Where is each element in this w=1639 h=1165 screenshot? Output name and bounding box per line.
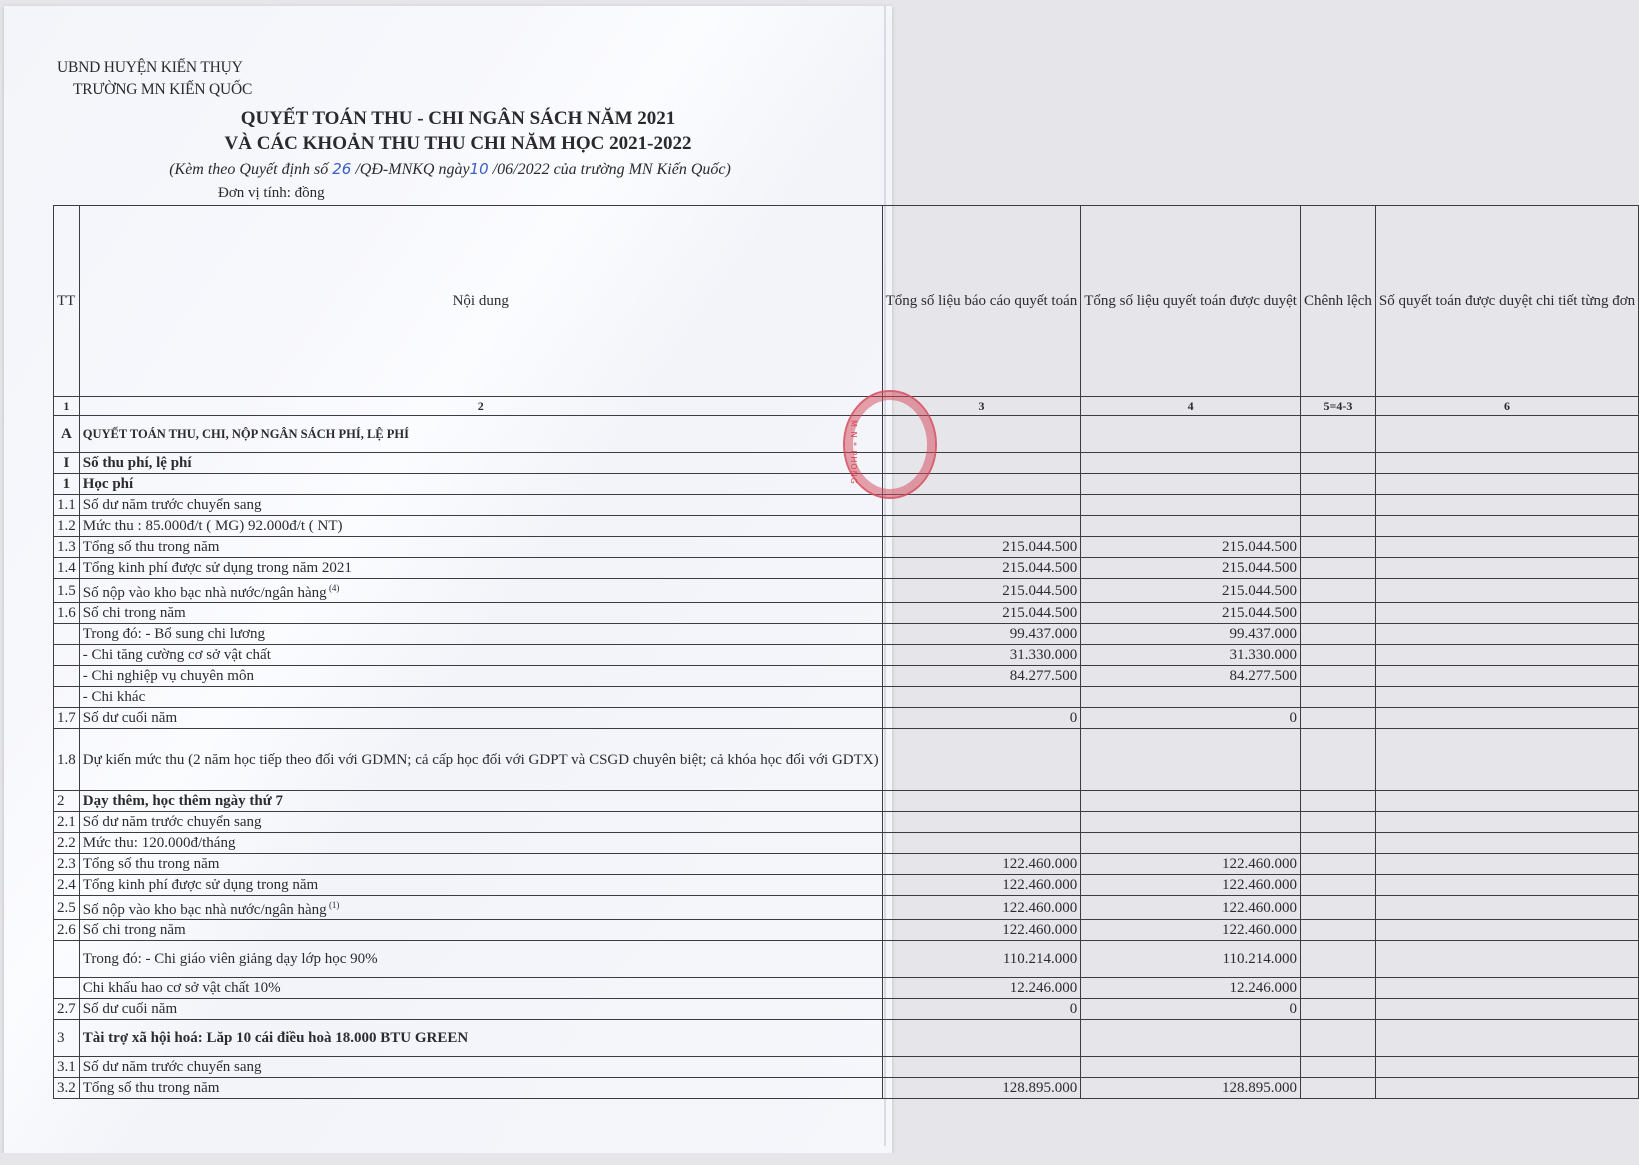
reported-value [882,729,1081,791]
approved-value [1081,687,1301,708]
table-row [54,812,1639,833]
difference-value [1300,791,1375,812]
row-content: Số dư cuối năm [79,999,882,1020]
row-content: - Chi khác [79,687,882,708]
row-number: 2.4 [54,875,80,896]
row-number [54,687,80,708]
approved-value [1081,1057,1301,1078]
detail-value [1375,645,1638,666]
table-row [54,1020,1639,1057]
table-row [54,999,1639,1020]
detail-value [1375,516,1638,537]
reported-value: 215.044.500 [882,537,1081,558]
difference-value [1300,495,1375,516]
difference-value [1300,558,1375,579]
detail-value [1375,1057,1638,1078]
table-row [54,896,1639,920]
table-row [54,978,1639,999]
row-number: 1.1 [54,495,80,516]
subtitle-mid: /QĐ-MNKQ ngày [351,161,470,178]
table-row [54,603,1639,624]
row-content: Số nộp vào kho bạc nhà nước/ngân hàng $^{(4)}$ [79,579,882,603]
row-number: 1.3 [54,537,80,558]
row-number: 1.6 [54,603,80,624]
reported-value: 31.330.000 [882,645,1081,666]
table-header-row [54,206,1639,397]
row-number: 3.1 [54,1057,80,1078]
reported-value: 12.246.000 [882,978,1081,999]
decision-number-handwritten: 26 [332,160,352,178]
header-difference: Chênh lệch [1300,206,1375,397]
detail-value [1375,579,1638,603]
row-number: 2.6 [54,920,80,941]
row-number [54,666,80,687]
difference-value [1300,624,1375,645]
detail-value [1375,1078,1638,1099]
difference-value [1300,1078,1375,1099]
footnote-marker: (4) [326,583,340,593]
reported-value: 0 [882,999,1081,1020]
row-content: Tổng số thu trong năm [79,1078,882,1099]
detail-value [1375,537,1638,558]
difference-value [1300,729,1375,791]
row-content: Dự kiến mức thu (2 năm học tiếp theo đối với GDMN; cả cấp học đối với GDPT và CSGD chuyên biệt; cả khóa học đối với GDTX) [79,729,882,791]
row-content: Tổng số thu trong năm [79,537,882,558]
org-line-district: UBND HUYỆN KIẾN THỤY [57,59,243,76]
difference-value [1300,896,1375,920]
difference-value [1300,833,1375,854]
document-title-line2: VÀ CÁC KHOẢN THU THU CHI NĂM HỌC 2021-2022 [224,133,692,154]
reported-value [882,516,1081,537]
row-number: 1 [54,474,80,495]
table-row [54,516,1639,537]
detail-value [1375,812,1638,833]
reported-value: 215.044.500 [882,579,1081,603]
approved-value: 122.460.000 [1081,854,1301,875]
row-content: Số dư năm trước chuyển sang [79,495,882,516]
difference-value [1300,1057,1375,1078]
table-row [54,791,1639,812]
detail-value [1375,999,1638,1020]
difference-value [1300,854,1375,875]
detail-value [1375,791,1638,812]
subtitle-suffix: /06/2022 của trường MN Kiến Quốc) [488,161,731,178]
table-row [54,537,1639,558]
detail-value [1375,920,1638,941]
column-number: 4 [1081,397,1301,416]
row-number: 2.5 [54,896,80,920]
table-row [54,474,1639,495]
org-line-school: TRƯỜNG MN KIẾN QUỐC [73,81,253,98]
detail-value [1375,1020,1638,1057]
reported-value [882,687,1081,708]
reported-value: 110.214.000 [882,941,1081,978]
row-content: Học phí [79,474,882,495]
approved-value: 215.044.500 [1081,537,1301,558]
difference-value [1300,875,1375,896]
row-number: 2.7 [54,999,80,1020]
approved-value: 215.044.500 [1081,579,1301,603]
detail-value [1375,603,1638,624]
row-number: 2 [54,791,80,812]
table-row [54,624,1639,645]
column-number: 3 [882,397,1081,416]
row-content: Dạy thêm, học thêm ngày thứ 7 [79,791,882,812]
table-row [54,558,1639,579]
difference-value [1300,978,1375,999]
row-number: 1.4 [54,558,80,579]
approved-value: 215.044.500 [1081,603,1301,624]
detail-value [1375,558,1638,579]
row-content: - Chi tăng cường cơ sở vật chất [79,645,882,666]
difference-value [1300,603,1375,624]
row-content: Số thu phí, lệ phí [79,453,882,474]
table-row [54,708,1639,729]
reported-value: 128.895.000 [882,1078,1081,1099]
detail-value [1375,854,1638,875]
difference-value [1300,920,1375,941]
reported-value: 99.437.000 [882,624,1081,645]
detail-value [1375,474,1638,495]
reported-value [882,791,1081,812]
row-content: Số chi trong năm [79,603,882,624]
detail-value [1375,833,1638,854]
detail-value [1375,624,1638,645]
table-row [54,875,1639,896]
detail-value [1375,896,1638,920]
detail-value [1375,941,1638,978]
row-number: 3.2 [54,1078,80,1099]
difference-value [1300,999,1375,1020]
header-reported: Tổng số liệu báo cáo quyết toán [882,206,1081,397]
table-row [54,854,1639,875]
reported-value: 122.460.000 [882,854,1081,875]
header-detail: Số quyết toán được duyệt chi tiết từng đơn [1375,206,1638,397]
difference-value [1300,516,1375,537]
currency-unit-label: Đơn vị tính: đồng [218,185,325,201]
approved-value: 122.460.000 [1081,875,1301,896]
row-content: Tổng số thu trong năm [79,854,882,875]
subtitle-prefix: (Kèm theo Quyết định số [169,161,333,178]
budget-settlement-table [53,205,1639,1099]
row-content: Trong đó: - Bổ sung chi lương [79,624,882,645]
table-row [54,920,1639,941]
column-number: 1 [54,397,80,416]
row-number [54,941,80,978]
column-number-row [54,397,1639,416]
approved-value [1081,812,1301,833]
row-content: Số dư năm trước chuyển sang [79,812,882,833]
document-subtitle [0,160,900,179]
approved-value: 12.246.000 [1081,978,1301,999]
header-content: Nội dung [79,206,882,397]
row-number: 3 [54,1020,80,1057]
table-row [54,687,1639,708]
row-number: 2.2 [54,833,80,854]
approved-value [1081,791,1301,812]
approved-value [1081,833,1301,854]
row-content: Tổng kinh phí được sử dụng trong năm 2021 [79,558,882,579]
row-content: Tổng kinh phí được sử dụng trong năm [79,875,882,896]
reported-value: 215.044.500 [882,558,1081,579]
difference-value [1300,708,1375,729]
row-content: Chi khấu hao cơ sở vật chất 10% [79,978,882,999]
reported-value: 0 [882,708,1081,729]
detail-value [1375,666,1638,687]
table-row [54,1057,1639,1078]
document-title-line1: QUYẾT TOÁN THU - CHI NGÂN SÁCH NĂM 2021 [240,108,676,129]
approved-value: 128.895.000 [1081,1078,1301,1099]
detail-value [1375,729,1638,791]
detail-value [1375,687,1638,708]
approved-value: 84.277.500 [1081,666,1301,687]
table-row [54,645,1639,666]
table-row [54,666,1639,687]
approved-value [1081,453,1301,474]
row-number [54,645,80,666]
difference-value [1300,812,1375,833]
table-row [54,1078,1639,1099]
detail-value [1375,416,1638,453]
reported-value [882,1020,1081,1057]
detail-value [1375,978,1638,999]
row-content: Mức thu: 120.000đ/tháng [79,833,882,854]
approved-value [1081,495,1301,516]
approved-value [1081,729,1301,791]
reported-value: 122.460.000 [882,875,1081,896]
difference-value [1300,474,1375,495]
row-content: - Chi nghiệp vụ chuyên môn [79,666,882,687]
row-number: 1.2 [54,516,80,537]
column-number: 6 [1375,397,1638,416]
stamp-text: M.N * PHONG [849,420,858,485]
difference-value [1300,453,1375,474]
row-number: 1.5 [54,579,80,603]
row-number: 2.1 [54,812,80,833]
difference-value [1300,941,1375,978]
viewer-bottom-frame [0,1153,900,1165]
difference-value [1300,666,1375,687]
table-row [54,941,1639,978]
row-content: QUYẾT TOÁN THU, CHI, NỘP NGÂN SÁCH PHÍ, LỆ PHÍ [79,416,882,453]
column-number: 2 [79,397,882,416]
row-content: Mức thu : 85.000đ/t ( MG) 92.000đ/t ( NT) [79,516,882,537]
row-content: Trong đó: - Chi giáo viên giảng dạy lớp học 90% [79,941,882,978]
reported-value [882,812,1081,833]
difference-value [1300,1020,1375,1057]
row-content: Số nộp vào kho bạc nhà nước/ngân hàng $^{(1)}$ [79,896,882,920]
difference-value [1300,645,1375,666]
header-tt: TT [54,206,80,397]
detail-value [1375,875,1638,896]
table-row [54,495,1639,516]
difference-value [1300,416,1375,453]
approved-value [1081,1020,1301,1057]
reported-value: 122.460.000 [882,896,1081,920]
difference-value [1300,687,1375,708]
difference-value [1300,579,1375,603]
row-number: A [54,416,80,453]
row-content: Số dư năm trước chuyển sang [79,1057,882,1078]
header-approved: Tổng số liệu quyết toán được duyệt [1081,206,1301,397]
row-content: Tài trợ xã hội hoá: Lăp 10 cái điều hoà 18.000 BTU GREEN [79,1020,882,1057]
approved-value: 0 [1081,999,1301,1020]
detail-value [1375,708,1638,729]
approved-value: 99.437.000 [1081,624,1301,645]
approved-value [1081,474,1301,495]
reported-value [882,1057,1081,1078]
detail-value [1375,453,1638,474]
approved-value: 31.330.000 [1081,645,1301,666]
row-number [54,624,80,645]
approved-value [1081,416,1301,453]
row-number [54,978,80,999]
table-row [54,729,1639,791]
approved-value: 215.044.500 [1081,558,1301,579]
reported-value: 215.044.500 [882,603,1081,624]
reported-value [882,833,1081,854]
row-number: 1.8 [54,729,80,791]
approved-value: 0 [1081,708,1301,729]
footnote-marker: (1) [326,900,340,910]
row-number: 1.7 [54,708,80,729]
reported-value: 122.460.000 [882,920,1081,941]
approved-value [1081,516,1301,537]
decision-day-handwritten: 10 [469,160,489,178]
approved-value: 110.214.000 [1081,941,1301,978]
table-row [54,579,1639,603]
row-content: Số dư cuối năm [79,708,882,729]
row-number: 2.3 [54,854,80,875]
difference-value [1300,537,1375,558]
row-number: I [54,453,80,474]
approved-value: 122.460.000 [1081,920,1301,941]
table-row [54,833,1639,854]
detail-value [1375,495,1638,516]
approved-value: 122.460.000 [1081,896,1301,920]
column-number: 5=4-3 [1300,397,1375,416]
row-content: Số chi trong năm [79,920,882,941]
reported-value: 84.277.500 [882,666,1081,687]
reported-value [882,495,1081,516]
